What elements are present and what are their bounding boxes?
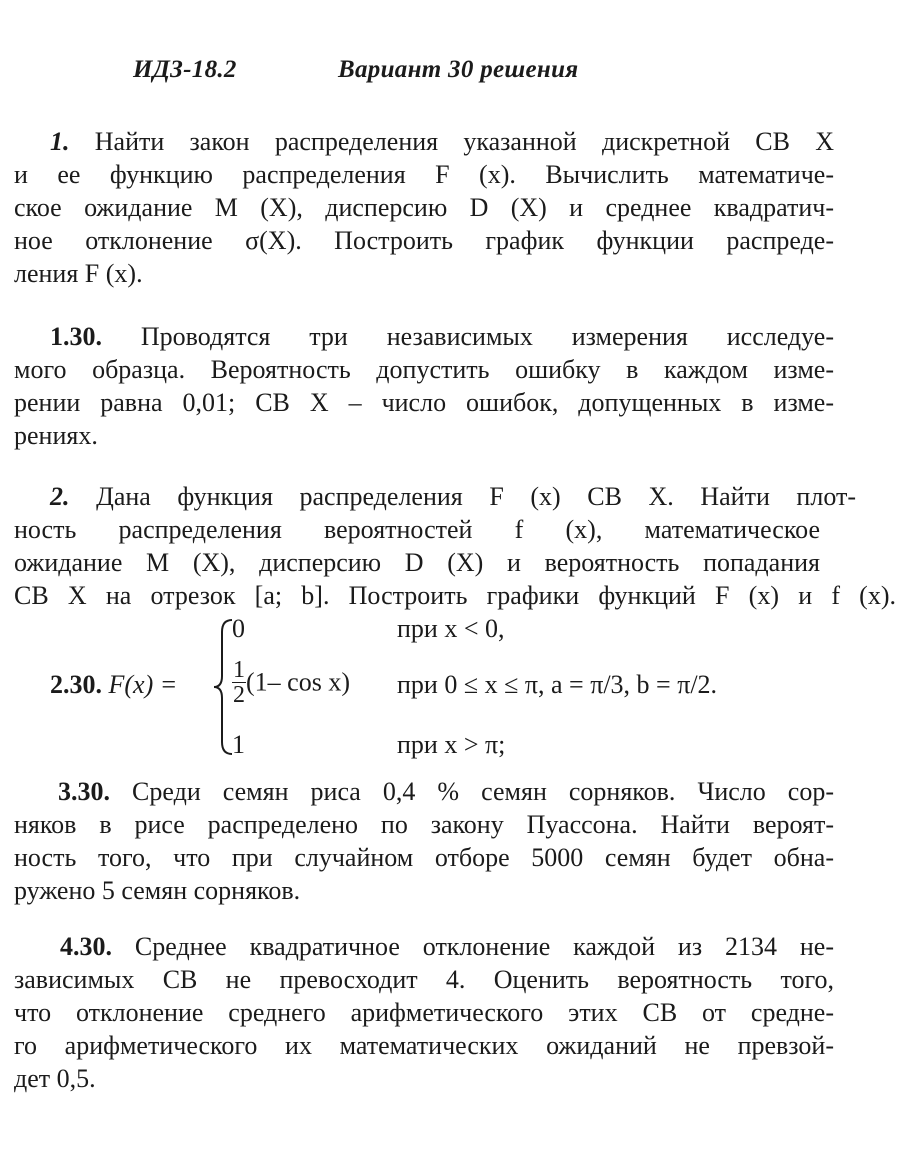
case-3-condition: при x > π;: [397, 730, 506, 759]
task-2-line: ожидание M (X), дисперсию D (X) и вероятность попадания: [14, 548, 820, 577]
case-2-expr: $\frac{1}{2}$ (1– cos x): [233, 657, 350, 708]
fraction-one-half: $\frac{1}{2}$: [233, 657, 245, 708]
task-1-line: и ее функцию распределения F (x). Вычислить математиче-: [14, 160, 834, 189]
task-4-30-line: го арифметического их математических ожиданий не превзой-: [14, 1031, 834, 1060]
task-3-30-line: ность того, что при случайном отборе 5000 семян будет обна-: [14, 843, 834, 872]
page-header: [133, 56, 579, 84]
task-1-30-number: 1.30.: [50, 322, 102, 351]
task-1-30: [14, 320, 834, 452]
task-2-line: СВ X на отрезок [a; b]. Построить графики функций F (x) и f (x).: [14, 581, 896, 610]
task-4-30-line: зависимых СВ не превосходит 4. Оценить вероятность того,: [14, 965, 834, 994]
task-1-line: 1. Найти закон распределения указанной дискретной СВ X: [50, 127, 834, 156]
task-1-30-line: рении равна 0,01; СВ X – число ошибок, допущенных в изме-: [14, 388, 834, 417]
task-3-30-number: 3.30.: [58, 777, 110, 806]
case-1-condition: при x < 0,: [397, 614, 505, 643]
task-2-line: ность распределения вероятностей f (x), математическое: [14, 515, 820, 544]
task-2-line: 2. Дана функция распределения F (x) СВ X. Найти плот-: [50, 482, 856, 511]
case-2-condition: при 0 ≤ x ≤ π, a = π/3, b = π/2.: [397, 670, 718, 699]
task-3-30-line: 3.30. Среди семян риса 0,4 % семян сорняков. Число сор-: [58, 777, 835, 806]
task-1-line: ления F (x).: [14, 259, 143, 288]
task-2-number: 2.: [50, 482, 70, 511]
task-4-30-line: что отклонение среднего арифметического этих СВ от средне-: [14, 998, 834, 1027]
task-2: [14, 480, 896, 612]
variant-title: Вариант 30 решения: [338, 56, 579, 83]
task-4-30-line: дет 0,5.: [14, 1064, 96, 1093]
formula-lhs: 2.30. F(x) =: [50, 670, 178, 699]
task-3-30-line: ружено 5 семян сорняков.: [14, 876, 301, 905]
task-1-number: 1.: [50, 127, 70, 156]
ids-code: ИДЗ-18.2: [133, 56, 237, 83]
task-1-30-line: 1.30. Проводятся три независимых измерения исследуе-: [50, 322, 834, 351]
task-1-line: ское ожидание M (X), дисперсию D (X) и среднее квадратич-: [14, 193, 834, 222]
task-2-30-number: 2.30.: [50, 670, 102, 699]
task-4-30: [14, 930, 834, 1095]
task-1-30-line: мого образца. Вероятность допустить ошибку в каждом изме-: [14, 355, 834, 384]
task-2-30-formula: [0, 612, 910, 762]
task-1-30-line: рениях.: [14, 421, 98, 450]
task-3-30-line: няков в рисе распределено по закону Пуассона. Найти вероят-: [14, 810, 834, 839]
task-1-line: ное отклонение σ(X). Построить график функции распреде-: [14, 226, 834, 255]
task-3-30: [14, 775, 834, 907]
left-brace-icon: [212, 618, 234, 756]
task-4-30-number: 4.30.: [60, 932, 112, 961]
case-3-expr: 1: [232, 730, 245, 759]
task-4-30-line: 4.30. Среднее квадратичное отклонение каждой из 2134 не-: [60, 932, 835, 961]
case-1-expr: 0: [232, 614, 245, 643]
task-1: [14, 125, 834, 290]
